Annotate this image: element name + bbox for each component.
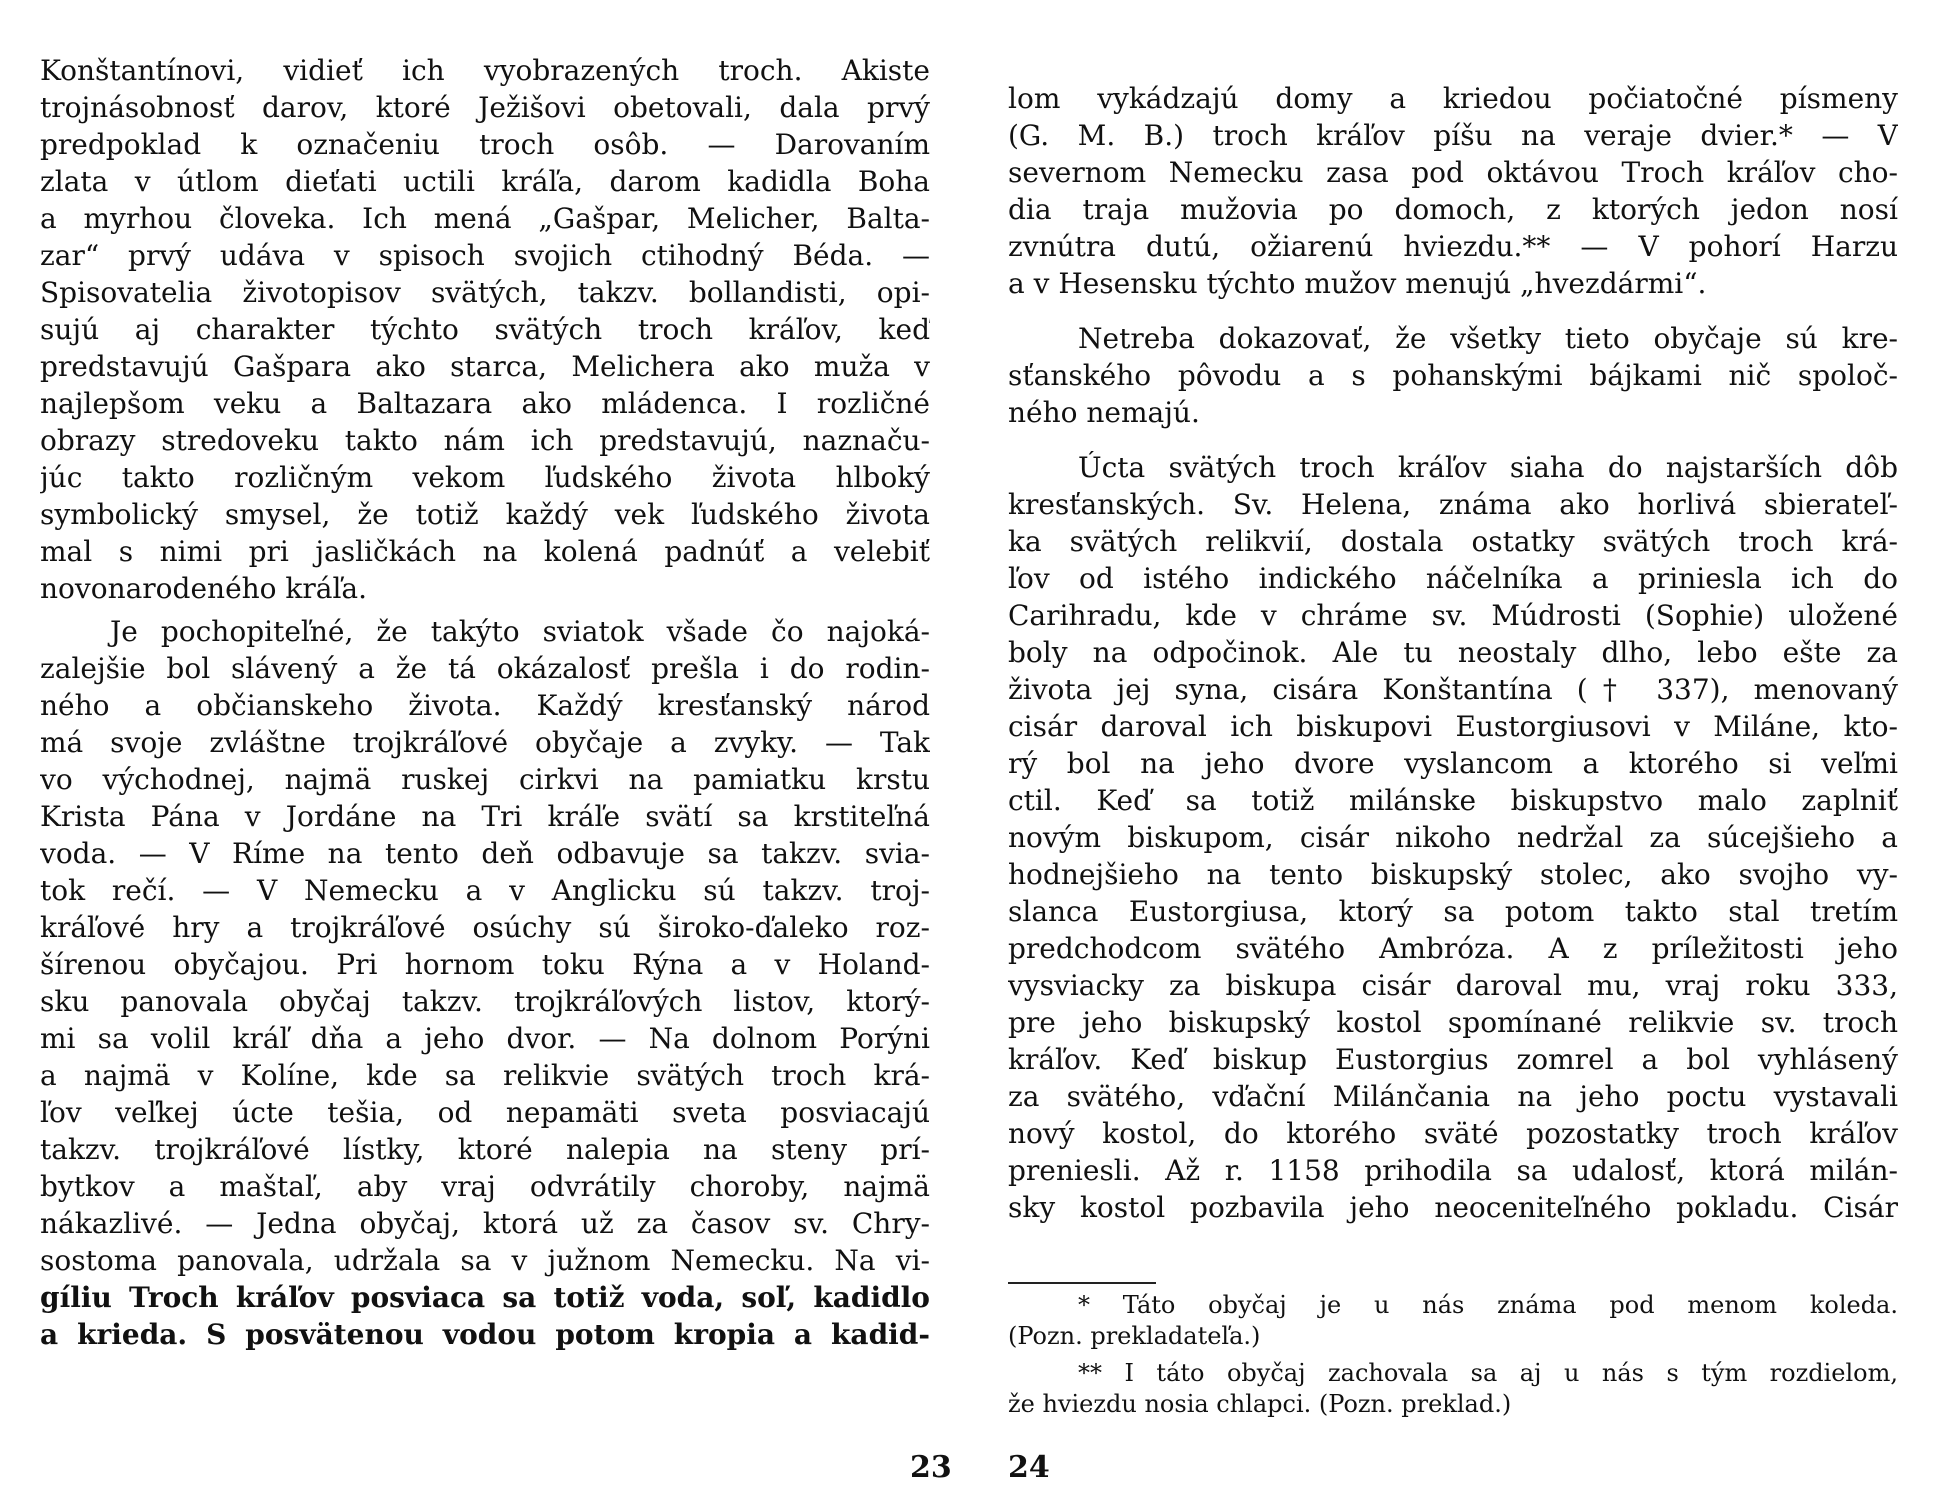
text-line: novým biskupom, cisár nikoho nedržal za súcejšieho a — [1008, 821, 1898, 854]
text-line: zvnútra dutú, ožiarenú hviezdu.** — V pohorí Harzu — [1008, 230, 1898, 263]
text-line: kresťanských. Sv. Helena, známa ako horlivá sbierateľ- — [1008, 488, 1898, 521]
text-line: Krista Pána v Jordáne na Tri kráľe svätí sa krstiteľná — [40, 800, 930, 833]
text-line: sťanského pôvodu a s pohanskými bájkami nič spoloč- — [1008, 359, 1898, 392]
text-line: predstavujú Gašpara ako starca, Melichera ako muža v — [40, 350, 930, 383]
footnotes — [1008, 1290, 1898, 1426]
text-line: života jej syna, cisára Konštantína († 337), menovaný — [1008, 673, 1898, 706]
text-line: hodnejšieho na tento biskupský stolec, ako svojho vy- — [1008, 858, 1898, 891]
text-line: sku panovala obyčaj takzv. trojkráľových listov, ktorý- — [40, 985, 930, 1018]
text-line: kráľové hry a trojkráľové osúchy sú široko-ďaleko roz- — [40, 911, 930, 944]
left-body-text — [40, 52, 930, 1353]
text-line: (G. M. B.) troch kráľov píšu na veraje dvier.* — V — [1008, 119, 1898, 152]
text-line: Konštantínovi, vidieť ich vyobrazených troch. Akiste — [40, 54, 930, 87]
text-line: sostoma panovala, udržala sa v južnom Nemecku. Na vi- — [40, 1244, 930, 1277]
text-line: ctil. Keď sa totiž milánske biskupstvo malo zaplniť — [1008, 784, 1898, 817]
text-line: júc takto rozličným vekom ľudského života hlboký — [40, 461, 930, 494]
text-line: mal s nimi pri jasličkách na kolená padnúť a velebiť — [40, 535, 930, 568]
text-line: preniesli. Až r. 1158 prihodila sa udalosť, ktorá milán- — [1008, 1154, 1898, 1187]
text-line: nový kostol, do ktorého sväté pozostatky troch kráľov — [1008, 1117, 1898, 1150]
text-line: a v Hesensku týchto mužov menujú „hvezdármi“. — [1008, 267, 1707, 300]
text-line: a najmä v Kolíne, kde sa relikvie svätých troch krá- — [40, 1059, 930, 1092]
text-line: ného a občianskeho života. Každý kresťanský národ — [40, 689, 930, 722]
footnote-line: (Pozn. prekladateľa.) — [1008, 1322, 1261, 1350]
text-line: ľov od istého indického náčelníka a priniesla ich do — [1008, 562, 1898, 595]
text-line: Carihradu, kde v chráme sv. Múdrosti (Sophie) uložené — [1008, 599, 1898, 632]
page-number-right: 24 — [1008, 1450, 1050, 1485]
text-line: najlepšom veku a Baltazara ako mládenca. I rozličné — [40, 387, 930, 420]
text-line: Je pochopiteľné, že takýto sviatok všade čo najoká- — [110, 615, 930, 648]
right-paragraph-1 — [1008, 80, 1898, 302]
right-body-text — [1008, 80, 1898, 1226]
text-line: voda. — V Ríme na tento deň odbavuje sa takzv. svia- — [40, 837, 930, 870]
text-line: a krieda. S posvätenou vodou potom kropia a kadid- — [40, 1318, 930, 1351]
text-line: a myrhou človeka. Ich mená „Gašpar, Melicher, Balta- — [40, 202, 930, 235]
text-line: novonarodeného kráľa. — [40, 572, 368, 605]
right-paragraph-3 — [1008, 449, 1898, 1226]
text-line: severnom Nemecku zasa pod oktávou Troch kráľov cho- — [1008, 156, 1898, 189]
text-line: za svätého, vďační Milánčania na jeho poctu vystavali — [1008, 1080, 1898, 1113]
page-number-left: 23 — [910, 1450, 952, 1485]
text-line: vo východnej, najmä ruskej cirkvi na pamiatku krstu — [40, 763, 930, 796]
text-line: slanca Eustorgiusa, ktorý sa potom takto stal tretím — [1008, 895, 1898, 928]
text-line: lom vykádzajú domy a kriedou počiatočné písmeny — [1008, 82, 1898, 115]
text-line: ľov veľkej úcte tešia, od nepamäti sveta posviacajú — [40, 1096, 930, 1129]
text-line: bytkov a maštaľ, aby vraj odvrátily choroby, najmä — [40, 1170, 930, 1203]
text-line: šírenou obyčajou. Pri hornom toku Rýna a v Holand- — [40, 948, 930, 981]
text-line: takzv. trojkráľové lístky, ktoré nalepia na steny prí- — [40, 1133, 930, 1166]
footnote-line: ** I táto obyčaj zachovala sa aj u nás s tým rozdielom, — [1078, 1359, 1898, 1387]
text-line: Netreba dokazovať, že všetky tieto obyčaje sú kre- — [1078, 322, 1898, 355]
text-line: zar“ prvý udáva v spisoch svojich ctihodný Béda. — — [40, 239, 930, 272]
left-paragraph-2 — [40, 613, 930, 1353]
text-line: sky kostol pozbavila jeho neoceniteľného pokladu. Cisár — [1008, 1191, 1898, 1224]
text-line: kráľov. Keď biskup Eustorgius zomrel a bol vyhlásený — [1008, 1043, 1898, 1076]
right-paragraph-2 — [1008, 320, 1898, 431]
text-line: nákazlivé. — Jedna obyčaj, ktorá už za časov sv. Chry- — [40, 1207, 930, 1240]
text-line: ného nemajú. — [1008, 396, 1200, 429]
text-line: obrazy stredoveku takto nám ich predstavujú, naznaču- — [40, 424, 930, 457]
text-line: má svoje zvláštne trojkráľové obyčaje a zvyky. — Tak — [40, 726, 930, 759]
text-line: Úcta svätých troch kráľov siaha do najstarších dôb — [1078, 451, 1898, 484]
text-line: ka svätých relikvií, dostala ostatky svätých troch krá- — [1008, 525, 1898, 558]
footnote-rule — [1008, 1282, 1156, 1284]
footnote-line: že hviezdu nosia chlapci. (Pozn. preklad.) — [1008, 1390, 1512, 1418]
text-line: tok rečí. — V Nemecku a v Anglicku sú takzv. troj- — [40, 874, 930, 907]
text-line: symbolický smysel, že totiž každý vek ľudského života — [40, 498, 930, 531]
text-line: vysviacky za biskupa cisár daroval mu, vraj roku 333, — [1008, 969, 1898, 1002]
footnote-1 — [1008, 1290, 1898, 1352]
text-line: predchodcom svätého Ambróza. A z príležitosti jeho — [1008, 932, 1898, 965]
text-line: sujú aj charakter týchto svätých troch kráľov, keď — [40, 313, 930, 346]
text-line: predpoklad k označeniu troch osôb. — Darovaním — [40, 128, 930, 161]
text-line: boly na odpočinok. Ale tu neostaly dlho, lebo ešte za — [1008, 636, 1898, 669]
text-line: gíliu Troch kráľov posviaca sa totiž voda, soľ, kadidlo — [40, 1281, 930, 1314]
text-line: dia traja mužovia po domoch, z ktorých jedon nosí — [1008, 193, 1898, 226]
text-line: zalejšie bol slávený a že tá okázalosť prešla i do rodin- — [40, 652, 930, 685]
text-line: zlata v útlom dieťati uctili kráľa, darom kadidla Boha — [40, 165, 930, 198]
text-line: cisár daroval ich biskupovi Eustorgiusovi v Miláne, kto- — [1008, 710, 1898, 743]
left-paragraph-1 — [40, 52, 930, 607]
text-line: mi sa volil kráľ dňa a jeho dvor. — Na dolnom Porýni — [40, 1022, 930, 1055]
text-line: rý bol na jeho dvore vyslancom a ktorého si veľmi — [1008, 747, 1898, 780]
text-line: trojnásobnosť darov, ktoré Ježišovi obetovali, dala prvý — [40, 91, 930, 124]
footnote-line: * Táto obyčaj je u nás známa pod menom koleda. — [1078, 1291, 1898, 1319]
text-line: Spisovatelia životopisov svätých, takzv. bollandisti, opi- — [40, 276, 930, 309]
footnote-2 — [1008, 1358, 1898, 1420]
text-line: pre jeho biskupský kostol spomínané relikvie sv. troch — [1008, 1006, 1898, 1039]
